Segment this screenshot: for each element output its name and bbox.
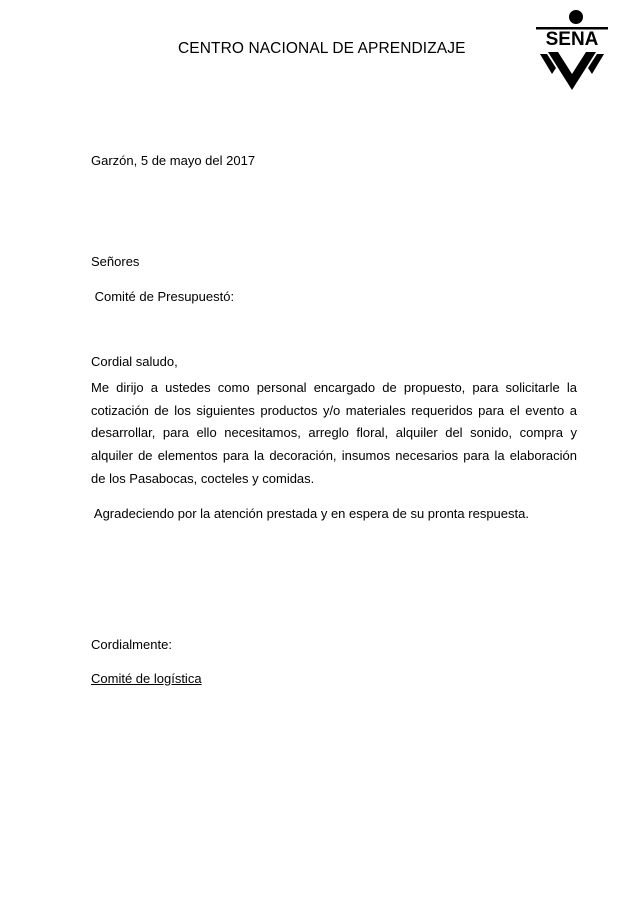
- recipient-line: Comité de Presupuestó:: [91, 289, 235, 304]
- sena-logo: [536, 8, 608, 90]
- salutation-to: Señores: [91, 254, 140, 269]
- signature-line: Comité de logística: [91, 671, 202, 686]
- header-title: CENTRO NACIONAL DE APRENDIZAJE: [178, 40, 466, 57]
- thanks-line: Agradeciendo por la atención prestada y en espera de su pronta respuesta.: [91, 506, 529, 521]
- svg-text:SENA: SENA: [545, 29, 599, 50]
- body-paragraph: Me dirijo a ustedes como personal encargado de propuesto, para solicitarle la cotización de los siguientes productos y/o materiales requeridos para el evento a desarrollar, para ello necesitamos, arreglo floral, alquiler del sonido, compra y alquiler de elementos para la decoración, insumos necesarios para la elaboración de los Pasabocas, cocteles y comidas.: [91, 380, 577, 486]
- date-line: Garzón, 5 de mayo del 2017: [91, 153, 256, 168]
- closing-line: Cordialmente:: [91, 637, 172, 652]
- greeting-line: Cordial saludo,: [91, 354, 178, 369]
